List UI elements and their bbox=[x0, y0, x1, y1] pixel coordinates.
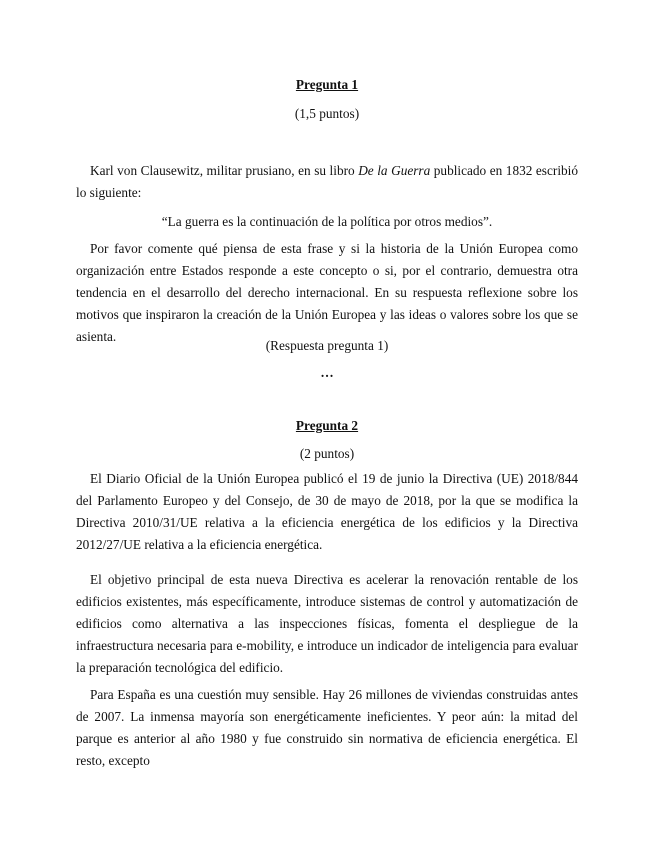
book-title: De la Guerra bbox=[358, 163, 431, 178]
answer-label: (Respuesta pregunta 1) bbox=[265, 338, 389, 353]
question-1-intro bbox=[76, 160, 578, 204]
question-2-paragraph-3-text: Para España es una cuestión muy sensible. Hay 26 millones de viviendas construidas antes de 2007. La inmensa mayoría son energéticamente ineficientes. Y peor aún: la mitad del parque es anterior al año 1980 y fue construido sin normativa de eficiencia energética. El resto, excepto bbox=[76, 687, 578, 768]
question-2-paragraph-3 bbox=[76, 684, 578, 772]
question-1-points: (1,5 puntos) bbox=[294, 106, 360, 121]
intro-text-after: publicado en 1832 escribió lo siguiente: bbox=[76, 163, 578, 200]
question-1-body-text: Por favor comente qué piensa de esta frase y si la historia de la Unión Europea como organización entre Estados responde a este concepto o si, por el contrario, demuestra otra tendencia en el desarrollo del derecho internacional. En su respuesta reflexione sobre los motivos que inspiraron la creación de la Unión Europea y las ideas o valores sobre los que se asienta. bbox=[76, 241, 578, 344]
clausewitz-quote: “La guerra es la continuación de la política por otros medios”. bbox=[161, 214, 493, 229]
ellipsis-separator: … bbox=[320, 365, 334, 380]
question-2-points: (2 puntos) bbox=[299, 446, 355, 461]
question-1-heading: Pregunta 1 bbox=[295, 77, 359, 92]
question-1-body bbox=[76, 238, 578, 348]
question-2-paragraph-2-text: El objetivo principal de esta nueva Directiva es acelerar la renovación rentable de los edificios existentes, más específicamente, introduce sistemas de control y automatización de edificios como alternativa a las inspecciones físicas, fomenta el despliegue de la infraestructura necesaria para e-mobility, e introduce un indicador de inteligencia para evaluar la preparación tecnológica del edificio. bbox=[76, 572, 578, 675]
question-2-paragraph-1-text: El Diario Oficial de la Unión Europea publicó el 19 de junio la Directiva (UE) 2018/844 del Parlamento Europeo y del Consejo, de 30 de mayo de 2018, por la que se modifica la Directiva 2010/31/UE relativa a la eficiencia energética de los edificios y la Directiva 2012/27/UE relativa a la eficiencia energética. bbox=[76, 471, 578, 552]
question-2-paragraph-2 bbox=[76, 569, 578, 679]
question-2-heading: Pregunta 2 bbox=[295, 418, 359, 433]
intro-text-before: Karl von Clausewitz, militar prusiano, en su libro bbox=[90, 163, 359, 178]
question-2-paragraph-1 bbox=[76, 468, 578, 556]
